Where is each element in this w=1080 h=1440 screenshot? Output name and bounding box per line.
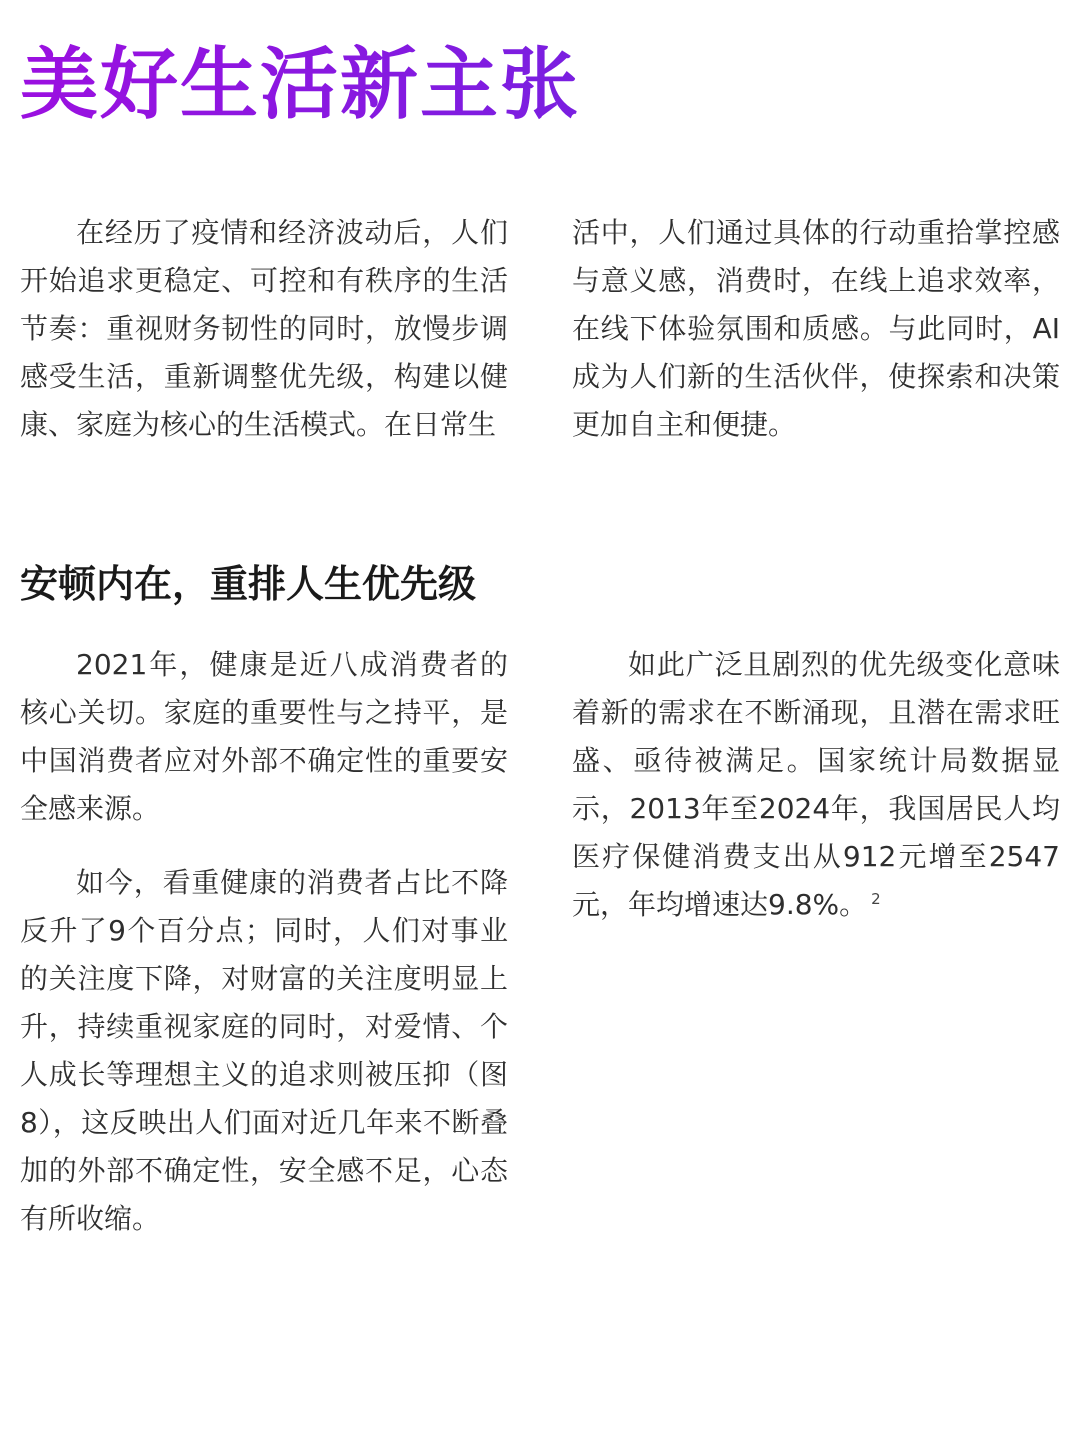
intro-paragraph-left: 在经历了疫情和经济波动后，人们开始追求更稳定、可控和有秩序的生活节奏：重视财务韧性的同时，放慢步调感受生活，重新调整优先级，构建以健康、家庭为核心的生活模式。在日常生: [20, 216, 508, 441]
section-column-right: [572, 641, 1060, 929]
section-column-left: [20, 641, 508, 1243]
footnote-marker[interactable]: 2: [871, 889, 881, 908]
section-paragraph-1: 2021年，健康是近八成消费者的核心关切。家庭的重要性与之持平，是中国消费者应对外部不确定性的重要安全感来源。: [20, 648, 508, 825]
page-title: 美好生活新主张: [20, 30, 580, 140]
section-paragraph-2: 如今，看重健康的消费者占比不降反升了9个百分点；同时，人们对事业的关注度下降，对财富的关注度明显上升，持续重视家庭的同时，对爱情、个人成长等理想主义的追求则被压抑（图8），这反映出人们面对近几年来不断叠加的外部不确定性，安全感不足，心态有所收缩。: [20, 866, 508, 1235]
section-paragraph-3: [572, 641, 1060, 929]
intro-column-left: [20, 209, 508, 449]
section-heading: 安顿内在，重排人生优先级: [20, 562, 477, 606]
intro-column-right: [572, 209, 1060, 449]
section-paragraph-3-text: 如此广泛且剧烈的优先级变化意味着新的需求在不断涌现，且潜在需求旺盛、亟待被满足。国家统计局数据显示，2013年至2024年，我国居民人均医疗保健消费支出从912元增至2547元，年均增速达9.8%。: [572, 648, 1060, 921]
intro-paragraph-right: 活中，人们通过具体的行动重拾掌控感与意义感，消费时，在线上追求效率，在线下体验氛围和质感。与此同时，AI成为人们新的生活伙伴，使探索和决策更加自主和便捷。: [572, 216, 1060, 441]
